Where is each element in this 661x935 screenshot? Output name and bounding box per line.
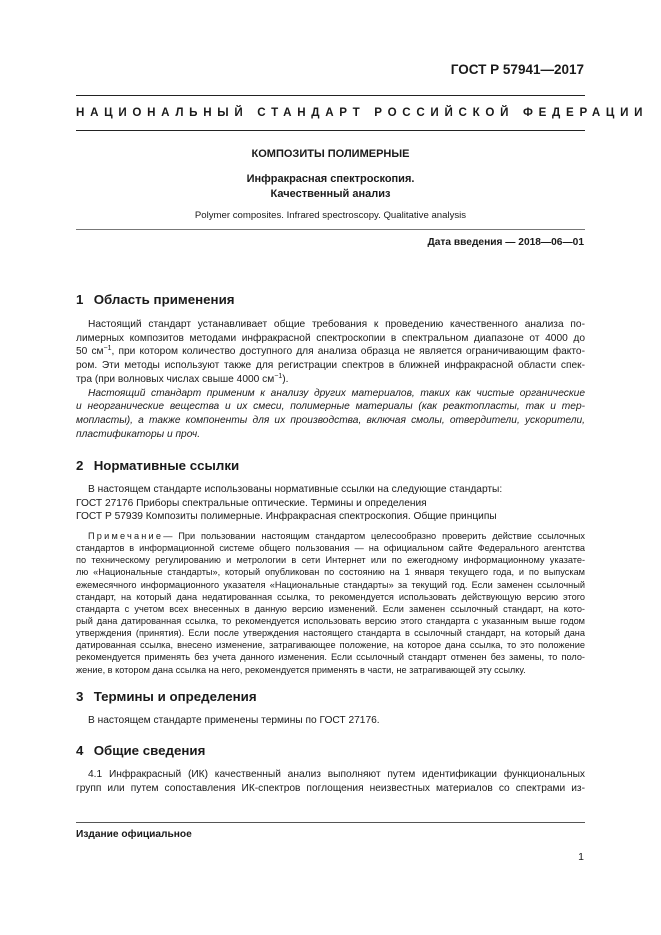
text-line: лю «Национальные стандарты», который опубликован по состоянию на 1 января текущего года, и по выпускам [76,567,585,578]
section-4-heading [76,743,205,758]
title-rule [76,229,585,230]
text-line: ром. Эти методы используют также для регистрации спектров в ближней инфракрасной области спек- [76,360,585,372]
text-line: стандартов в информационной системе общего пользования — на официальном сайте Федерального агентства [76,543,585,554]
doc-subtitle [76,172,585,201]
doc-title: КОМПОЗИТЫ ПОЛИМЕРНЫЕ [251,148,410,160]
superscript: −1 [274,372,283,380]
section-1-paragraph-2 [76,387,585,442]
section-title: Термины и определения [93,689,257,704]
text-line: по техническому регулированию и метрологии в сети Интернет или по ежегодному информационному указате- [76,555,585,566]
normative-reference: ГОСТ Р 57939 Композиты полимерные. Инфракрасная спектроскопия. Общие принципы [76,511,497,523]
text-line [76,373,585,387]
text-line: Настоящий стандарт устанавливает общие требования к проведению качественного анализа по- [88,319,585,330]
text-fragment: — При пользовании настоящим стандартом целесообразно проверить действие ссылочных [163,531,585,541]
superscript: −1 [103,345,112,353]
text-fragment: тра (при волновых числах свыше 4000 см [76,373,275,385]
doc-number: ГОСТ Р 57941—2017 [450,62,584,77]
text-line: рый дана датированная ссылка, то рекомендуется использовать версию этого стандарта с указанным выше годом [76,615,585,626]
section-3-heading [76,689,257,704]
text-line: Настоящий стандарт применим к анализу других материалов, таких как чистые органические [88,387,585,399]
section-number: 2 [76,458,84,473]
section-number: 3 [76,689,84,704]
intro-date: Дата введения — 2018—06—01 [427,237,584,248]
section-4-paragraph-1 [76,768,585,795]
text-line: стандарт, на который дана недатированная ссылка, то рекомендуется использовать действующую версию этого [76,591,585,602]
section-2-heading [76,458,239,473]
text-line: рекомендуется применять без учета данного изменения. Если ссылочный стандарт отменен без замены, то поло- [76,652,585,663]
text-line: жение, в котором дана ссылка на него, рекомендуется применять в части, не затрагивающей эту ссылку. [76,664,526,675]
text-line: В настоящем стандарте использованы нормативные ссылки на следующие стандарты: [88,484,503,495]
text-line: В настоящем стандарте применены термины по ГОСТ 27176. [88,715,380,726]
text-line: мопласты), а также компоненты для их производства, включая смолы, отвердители, ускорители, [76,414,585,426]
text-fragment: , при котором количество доступного для анализа образца не является ограничивающим факто- [111,346,585,358]
banner-rule [76,130,585,131]
doc-subtitle-line-1: Инфракрасная спектроскопия. [246,173,415,185]
text-line: датированная ссылка, внесено изменение, затрагивающее положение, на которое дана ссылка, то это положение [76,640,585,651]
section-number: 1 [76,292,84,307]
text-line: и неорганические вещества и их смеси, полимерные материалы (как реактопласты, так и тер- [76,401,585,413]
edition-label: Издание официальное [76,829,192,840]
note-label: Примечание [88,531,164,541]
page-number: 1 [578,851,584,863]
section-2-body [76,483,585,524]
text-line: лимерных композитов методами инфракрасной спектроскопии в спектральном диапазоне от 4000 до [76,332,585,344]
text-line: групп или путем сопоставления ИК-спектров поглощения неизвестных материалов со спектрами из- [76,782,585,794]
text-line: пластификаторы и проч. [76,428,201,440]
header-rule [76,95,585,96]
section-number: 4 [76,743,84,758]
text-line: стандарта с учетом всех внесенных в данную версию изменений. Если заменен ссылочный стандарт, на кото- [76,603,585,614]
section-title: Нормативные ссылки [93,458,240,473]
section-2-note [76,530,585,676]
text-fragment: 50 см [76,346,104,358]
footer-rule [76,822,585,823]
english-title: Polymer composites. Infrared spectroscopy. Qualitative analysis [194,210,467,221]
text-line [76,530,585,542]
text-fragment: ). [282,373,289,385]
text-line: утверждения (принятия). Если после утверждения настоящего стандарта в ссылочный стандарт, на который дана [76,628,585,639]
doc-subtitle-line-2: Качественный анализ [270,187,391,200]
section-1-heading [76,292,235,307]
text-line: ежемесячного информационного указателя «Национальные стандарты» за текущий год. Если заменен ссылочный [76,579,585,590]
text-line [76,345,585,359]
section-title: Общие сведения [93,743,206,758]
normative-reference: ГОСТ 27176 Приборы спектральные оптические. Термины и определения [76,497,427,509]
section-3-body [76,714,585,728]
section-title: Область применения [93,292,235,307]
section-1-paragraph-1 [76,318,585,386]
text-line: 4.1 Инфракрасный (ИК) качественный анализ выполняют путем идентификации функциональных [88,769,585,780]
national-standard-banner: НАЦИОНАЛЬНЫЙ СТАНДАРТ РОССИЙСКОЙ ФЕДЕРАЦИИ [76,106,649,119]
